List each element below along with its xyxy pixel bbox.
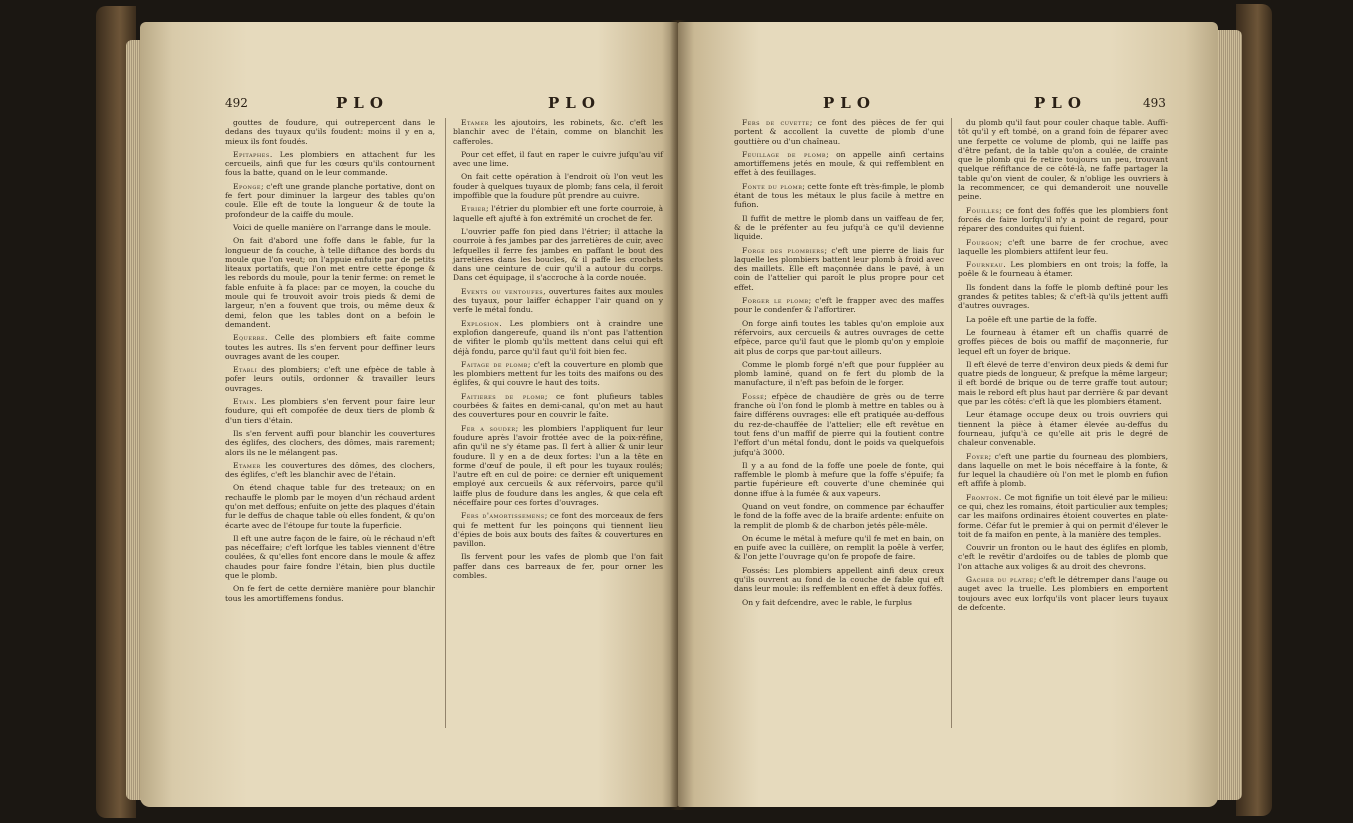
- paragraph: [453, 319, 663, 356]
- paragraph: [225, 534, 435, 580]
- entry-headword: Fourneau.: [966, 260, 1007, 270]
- entry-text: ; ce font des morceaux de fers qui fe mettent fur les poinçons qui tiennent lieu d'épies de bois aux bouts des faîtes & couvertures en pavillon.: [453, 511, 663, 549]
- entry-text: Ils s'en fervent auffi pour blanchir les couvertures des églifes, des clochers, des dômes, mais rarement; alors ils ne le mélangent pas.: [225, 428, 435, 457]
- paragraph: [958, 206, 1168, 234]
- entry-text: Ils fondent dans la foffe le plomb deftiné pour les grandes & petites tables; & c'eft-là qu'ils jettent auffi d'autres ouvrages.: [958, 282, 1168, 311]
- entry-text: On écume le métal à mefure qu'il fe met en bain, on en puife avec la cuillère, on remplit la poêle à verfer, & l'on jette l'ouvrage qu'on fe propofe de faire.: [734, 533, 944, 562]
- paragraph: [958, 410, 1168, 447]
- entry-text: , ouvertures faites aux moules des tuyaux, pour laiffer échapper l'air quand on y verfe le métal fondu.: [453, 286, 663, 315]
- entry-text: Il eft une autre façon de le faire, où le réchaud n'eft pas néceffaire; c'eft lorfque les tables viennent d'être coulées, & qu'elles font encore dans le moule & affez chaudes pour faire fondre l'étain, bien plus ductile que le plomb.: [225, 533, 435, 581]
- entry-text: Il eft élevé de terre d'environ deux pieds & demi fur quatre pieds de longueur, & prefque la même largeur; il eft bordé de brique ou de terre graffe tout autour; mais le rebord eft plus haut par derrière & par devant que par les côtés: c'eft là que les plombiers étament.: [958, 359, 1168, 407]
- entry-text: ; les plombiers l'appliquent fur leur foudure après l'avoir frottée avec de la poix-réfine, afin qu'il ne s'y étame pas. Il fert à allier & unir leur foudure. Il y en a de deux fortes: l'un a la tête en forme d'œuf de poule, il eft pour les tuyaux roulés; l'autre eft en cul de poire: ce dernier eft uniquement employé aux cercueils & aux réfervoirs, parce qu'il laiffe plus de foudure dans les angles, & que cela eft néceffaire pour ces fortes d'ouvrages.: [453, 423, 663, 507]
- paragraph: [958, 283, 1168, 311]
- paragraph: [453, 172, 663, 200]
- right-column-1: [734, 118, 944, 611]
- entry-text: ; ce font des pièces de fer qui portent & accollent la cuvette de plomb d'une gouttière ou d'un chaîneau.: [734, 118, 944, 146]
- paragraph: [453, 118, 663, 146]
- entry-text: Ils fervent pour les vafes de plomb que l'on fait paffer dans ces barreaux de fer, pour orner les combles.: [453, 552, 663, 581]
- paragraph: [225, 223, 435, 232]
- entry-text: Les plombiers en attachent fur les cercueils, ainfi que fur les cœurs qu'ils contournent fous la batte, quand on le leur commande.: [225, 149, 435, 178]
- paragraph: [453, 511, 663, 548]
- entry-text: ; c'eft une pierre de liais fur laquelle les plombiers battent leur plomb à froid avec des maillets. Elle eft maçonnée dans le pavé, à un coin de l'attelier qui paroît le plus propre pour cet effet.: [734, 245, 944, 292]
- paragraph: [734, 566, 944, 594]
- right-running-head-b: PLO: [1034, 94, 1087, 112]
- entry-headword: Forge des plombiers: [742, 245, 825, 255]
- entry-text: les ajoutoirs, les robinets, &c. c'eft les blanchir avec de l'étain, comme on blanchit les cafferoles.: [453, 118, 663, 146]
- entry-text: Les plombiers s'en fervent pour faire leur foudure, qui eft compofée de deux tiers de plomb & d'un tiers d'étain.: [225, 397, 435, 425]
- paragraph: [453, 392, 663, 420]
- paragraph: [225, 182, 435, 219]
- paragraph: [734, 182, 944, 210]
- paragraph: [958, 118, 1168, 202]
- entry-headword: Etrier: [461, 204, 487, 214]
- paragraph: [453, 287, 663, 315]
- paragraph: [225, 236, 435, 329]
- entry-headword: Faitage de plomb: [461, 359, 528, 369]
- entry-text: L'ouvrier paffe fon pied dans l'étrier; il attache la courroie à fes jambes par des jarretières de cuir, avec lefquelles il ferre fes jambes en paffant le bout des jarretières dans les boucles, & il paffe les crochets dans une ceinture de cuir qu'il a autour du corps. Dans cet équipage, il s'accroche à la corde nouée.: [453, 226, 663, 283]
- paragraph: [958, 360, 1168, 406]
- entry-headword: Foyer: [966, 451, 989, 461]
- entry-text: ; c'eft une grande planche portative, dont on fe fert pour diminuer la largeur des tables qu'on coule. Elle eft de toute la longueur & de toute la profondeur de la caiffe du moule.: [225, 181, 435, 219]
- paragraph: [734, 360, 944, 388]
- paragraph: [453, 204, 663, 223]
- entry-text: On fe fert de cette dernière manière pour blanchir tous les amortiffemens fondus.: [225, 584, 435, 603]
- paragraph: [734, 392, 944, 457]
- entry-text: ; c'eft le frapper avec des maffes pour le condenfer & l'affortirer.: [734, 296, 944, 315]
- paragraph: [453, 360, 663, 388]
- entry-headword: Epitaphes.: [233, 149, 273, 159]
- paragraph: [958, 493, 1168, 539]
- paragraph: [225, 397, 435, 425]
- entry-text: ; on appelle ainfi certains amortiffemens jetés en moule, & qui reffemblent en effet à des feuillages.: [734, 149, 944, 178]
- paragraph: [958, 328, 1168, 356]
- paragraph: [958, 575, 1168, 612]
- entry-headword: Eponge: [233, 181, 262, 191]
- entry-text: ; l'étrier du plombier eft une forte courroie, à laquelle eft ajufté à fon extrémité un crochet de fer.: [453, 204, 663, 223]
- paragraph: [225, 150, 435, 178]
- entry-text: ; efpèce de chaudière de grès ou de terre franche où l'on fond le plomb à mettre en tables ou à faire différens ouvrages: elle eft pratiquée au-deffous du rez-de-chauffée de l'attelier; elle eft revêtue en tout fens d'un maffif de pierre qui la foutient contre l'effort d'un métal fondu, dont le poids va quelquefois jufqu'à 3000.: [734, 391, 944, 457]
- left-page: [140, 22, 678, 807]
- entry-headword: Fouilles: [966, 205, 1000, 215]
- entry-text: La poêle eft une partie de la foffe.: [966, 314, 1097, 324]
- paragraph: [734, 214, 944, 242]
- paragraph: [225, 483, 435, 529]
- paragraph: [453, 552, 663, 580]
- paragraph: [225, 461, 435, 480]
- paragraph: [225, 333, 435, 361]
- entry-headword: Events ou ventoufes: [461, 286, 544, 296]
- paragraph: [453, 424, 663, 508]
- entry-text: Couvrir un fronton ou le haut des églifes en plomb, c'eft le revêtir d'ardoifes ou de tables de plomb que l'on attache aux voliges & au droit des chevrons.: [958, 543, 1168, 571]
- entry-text: ; ce font plufieurs tables courbées & faites en demi-canal, qu'on met au haut des couvertures pour en couvrir le faîte.: [453, 391, 664, 420]
- entry-text: Quand on veut fondre, on commence par échauffer le fond de la foffe avec de la braife ardente: enfuite on la remplit de plomb & de charbon jetés pêle-mêle.: [734, 501, 944, 530]
- entry-text: On forge ainfi toutes les tables qu'on emploie aux réfervoirs, aux cercueils & autres ouvrages de cette efpèce, parce qu'il faut que le plomb qu'on y emploie ait plus de corps que par-tout ailleurs.: [734, 318, 944, 356]
- entry-text: du plomb qu'il faut pour couler chaque table. Auffi-tôt qu'il y eft tombé, on a grand foin de féparer avec une ferpette ce volume de plomb, qui ne laiffe pas d'être pefant, de la table qu'on a coulée, de crainte que le plomb qui fe retire toujours un peu, trouvant quelque réfiftance de ce côté-là, ne faffe partager la table qu'on vient de couler, & n'oblige les ouvriers à la recommencer, ce qui demanderoit une nouvelle peine.: [958, 118, 1168, 202]
- entry-text: Les plombiers ont à craindre une explofion dangereufe, quand ils n'ont pas l'attention de vifiter le plomb qu'ils mettent dans celui qui eft déjà fondu, parce qu'il faut qu'il foit bien fec.: [453, 318, 663, 356]
- entry-text: Comme le plomb forgé n'eft que pour fuppléer au plomb laminé, quand on fe fert du plomb de la manufacture, il n'eft pas befoin de le forger.: [734, 359, 944, 388]
- paragraph: [225, 429, 435, 457]
- entry-headword: Fossé: [742, 391, 765, 401]
- left-page-number: 492: [225, 96, 248, 110]
- entry-headword: Explosion.: [461, 318, 503, 328]
- entry-text: Pour cet effet, il faut en raper le cuivre jufqu'au vif avec une lime.: [453, 149, 663, 169]
- entry-text: les couvertures des dômes, des clochers, des églifes, c'eft les blanchir avec de l'étain.: [225, 460, 435, 480]
- paragraph: [958, 315, 1168, 324]
- entry-text: Celle des plombiers eft faite comme toutes les autres. Ils s'en fervent pour deffiner leurs ouvrages avant de les couper.: [225, 333, 435, 361]
- entry-headword: Fronton.: [966, 492, 1002, 502]
- paragraph: [734, 118, 944, 146]
- entry-headword: Fourgon: [966, 237, 1000, 247]
- right-column-divider: [951, 118, 952, 728]
- left-running-head-a: PLO: [336, 94, 389, 112]
- entry-text: ; ce font des foffés que les plombiers font forcés de faire lorfqu'il n'y a point de regard, pour réparer des conduites qui fuient.: [958, 205, 1168, 234]
- paragraph: [225, 365, 435, 393]
- right-page-number: 493: [1143, 96, 1166, 110]
- left-column-1: [225, 118, 435, 607]
- paragraph: [734, 534, 944, 562]
- entry-headword: Equerre.: [233, 333, 269, 343]
- left-column-divider: [445, 118, 446, 728]
- entry-headword: Etain.: [233, 397, 257, 407]
- right-running-head-a: PLO: [823, 94, 876, 112]
- entry-text: On fait cette opération à l'endroit où l'on veut les fouder à quelques tuyaux de plomb; fans cela, il feroit impoffible que la foudure pût prendre au cuivre.: [453, 172, 663, 201]
- entry-text: ; c'eft le détremper dans l'auge ou auget avec la truelle. Les plombiers en emportent toujours avec eux lorfqu'ils vont placer leurs tuyaux de defcente.: [958, 575, 1168, 612]
- paragraph: [225, 584, 435, 603]
- entry-headword: Faitieres de plomb: [461, 391, 545, 401]
- paragraph: [734, 296, 944, 315]
- paragraph: [734, 598, 944, 607]
- entry-text: Ce mot fignifie un toit élevé par le milieu: ce qui, chez les romains, étoit particulier aux temples; car les maifons ordinaires étoient couvertes en plate-forme. Céfar fut le premier à qui on permit d'élever le toit de fa maifon en pente, à la manière des temples.: [958, 492, 1168, 539]
- entry-headword: Forger le plomb: [742, 296, 809, 306]
- entry-headword: Fers d'amortissemens: [461, 511, 545, 521]
- page-edges-right: [1216, 30, 1242, 800]
- left-running-head-b: PLO: [548, 94, 601, 112]
- entry-text: Leur étamage occupe deux ou trois ouvriers qui tiennent la pièce à étamer élevée au-deffus du fourneau, jufqu'à ce qu'elle ait pris le degré de chaleur convenable.: [958, 410, 1168, 448]
- entry-text: Voici de quelle manière on l'arrange dans le moule.: [233, 222, 432, 232]
- entry-headword: Etamer: [233, 460, 261, 470]
- entry-headword: Fer a souder: [461, 423, 516, 433]
- entry-text: Il fuffit de mettre le plomb dans un vaiffeau de fer, & de le préfenter au feu jufqu'à ce qu'il devienne liquide.: [734, 213, 944, 242]
- entry-text: ; c'eft une barre de fer crochue, avec laquelle les plombiers attifent leur feu.: [958, 237, 1168, 256]
- paragraph: [958, 260, 1168, 279]
- entry-text: On étend chaque table fur des treteaux; on en rechauffe le plomb par le moyen d'un réchaud ardent qu'on met deffous; enfuite on jette des plaques d'étain fur le deffus de chaque table où elles fondent, & qu'on écarte avec de l'étoupe fur toute la fuperficie.: [225, 483, 435, 530]
- entry-text: Le fourneau à étamer eft un chaffis quarré de groffes pièces de bois ou maffif de maçonnerie, fur lequel eft un foyer de brique.: [958, 327, 1168, 356]
- paragraph: [734, 461, 944, 498]
- entry-text: ; c'eft une partie du fourneau des plombiers, dans laquelle on met le bois néceffaire à la fonte, & fur lequel la chaudière où l'on met le plomb en fufion eft affife à plomb.: [958, 451, 1168, 489]
- entry-headword: Fers de cuvette: [742, 118, 810, 127]
- paragraph: [453, 150, 663, 169]
- paragraph: [958, 543, 1168, 571]
- entry-headword: Gacher du platre: [966, 575, 1034, 585]
- paragraph: [734, 502, 944, 530]
- paragraph: [734, 246, 944, 292]
- entry-headword: Etabli: [233, 365, 258, 375]
- entry-text: ; cette fonte eft très-fimple, le plomb étant de tous les métaux le plus facile à mettre en fufion.: [734, 181, 944, 210]
- right-page: [678, 22, 1218, 807]
- entry-headword: Etamer: [461, 118, 489, 127]
- entry-text: Fossés: Les plombiers appellent ainfi deux creux qu'ils ouvrent au fond de la couche de fable qui eft dans leur moule: ils reffemblent en effet à deux foffés.: [734, 565, 944, 594]
- entry-text: On fait d'abord une foffe dans le fable, fur la longueur de fa couche, à telle diftance des bords du moule que l'on veut; on l'appuie enfuite par de petits liteaux portatifs, que l'on met entre cette éponge & les rebords du moule, pour la tenir ferme: on remet le fable enfuite à fa place: par ce moyen, la couche du moule qui fe trouvoit avoir trois pieds & demi de largeur, n'en a fouvent que trois, ou même deux & demi, felon que les tables dont on a befoin le demandent.: [225, 236, 435, 329]
- entry-headword: Fonte du plomb: [742, 181, 803, 191]
- entry-text: ; c'eft la couverture en plomb que les plombiers mettent fur les toits des maifons ou des églifes, & qui couvre le haut des toits.: [453, 359, 663, 388]
- entry-headword: Feuillage de plomb: [742, 149, 827, 159]
- entry-text: des plombiers; c'eft une efpèce de table à pofer leurs outils, ordonner & travailler leurs ouvrages.: [225, 365, 435, 393]
- entry-text: On y fait defcendre, avec le rable, le furplus: [742, 597, 912, 607]
- right-column-2: [958, 118, 1168, 616]
- paragraph: [734, 150, 944, 178]
- paragraph: [225, 118, 435, 146]
- entry-text: Il y a au fond de la foffe une poele de fonte, qui raffemble le plomb à mefure que la foffe s'épuife; fa partie fupérieure eft couverte d'une cheminée qui donne iffue à la fumée & aux vapeurs.: [734, 460, 944, 498]
- paragraph: [958, 238, 1168, 257]
- left-column-2: [453, 118, 663, 584]
- paragraph: [958, 452, 1168, 489]
- entry-text: gouttes de foudure, qui outrepercent dans le dedans des tuyaux qu'ils foudent: moins il y en a, mieux ils font foudés.: [225, 118, 435, 146]
- paragraph: [453, 227, 663, 283]
- paragraph: [734, 319, 944, 356]
- entry-text: Les plombiers en ont trois; la foffe, la poêle & le fourneau à étamer.: [958, 260, 1168, 279]
